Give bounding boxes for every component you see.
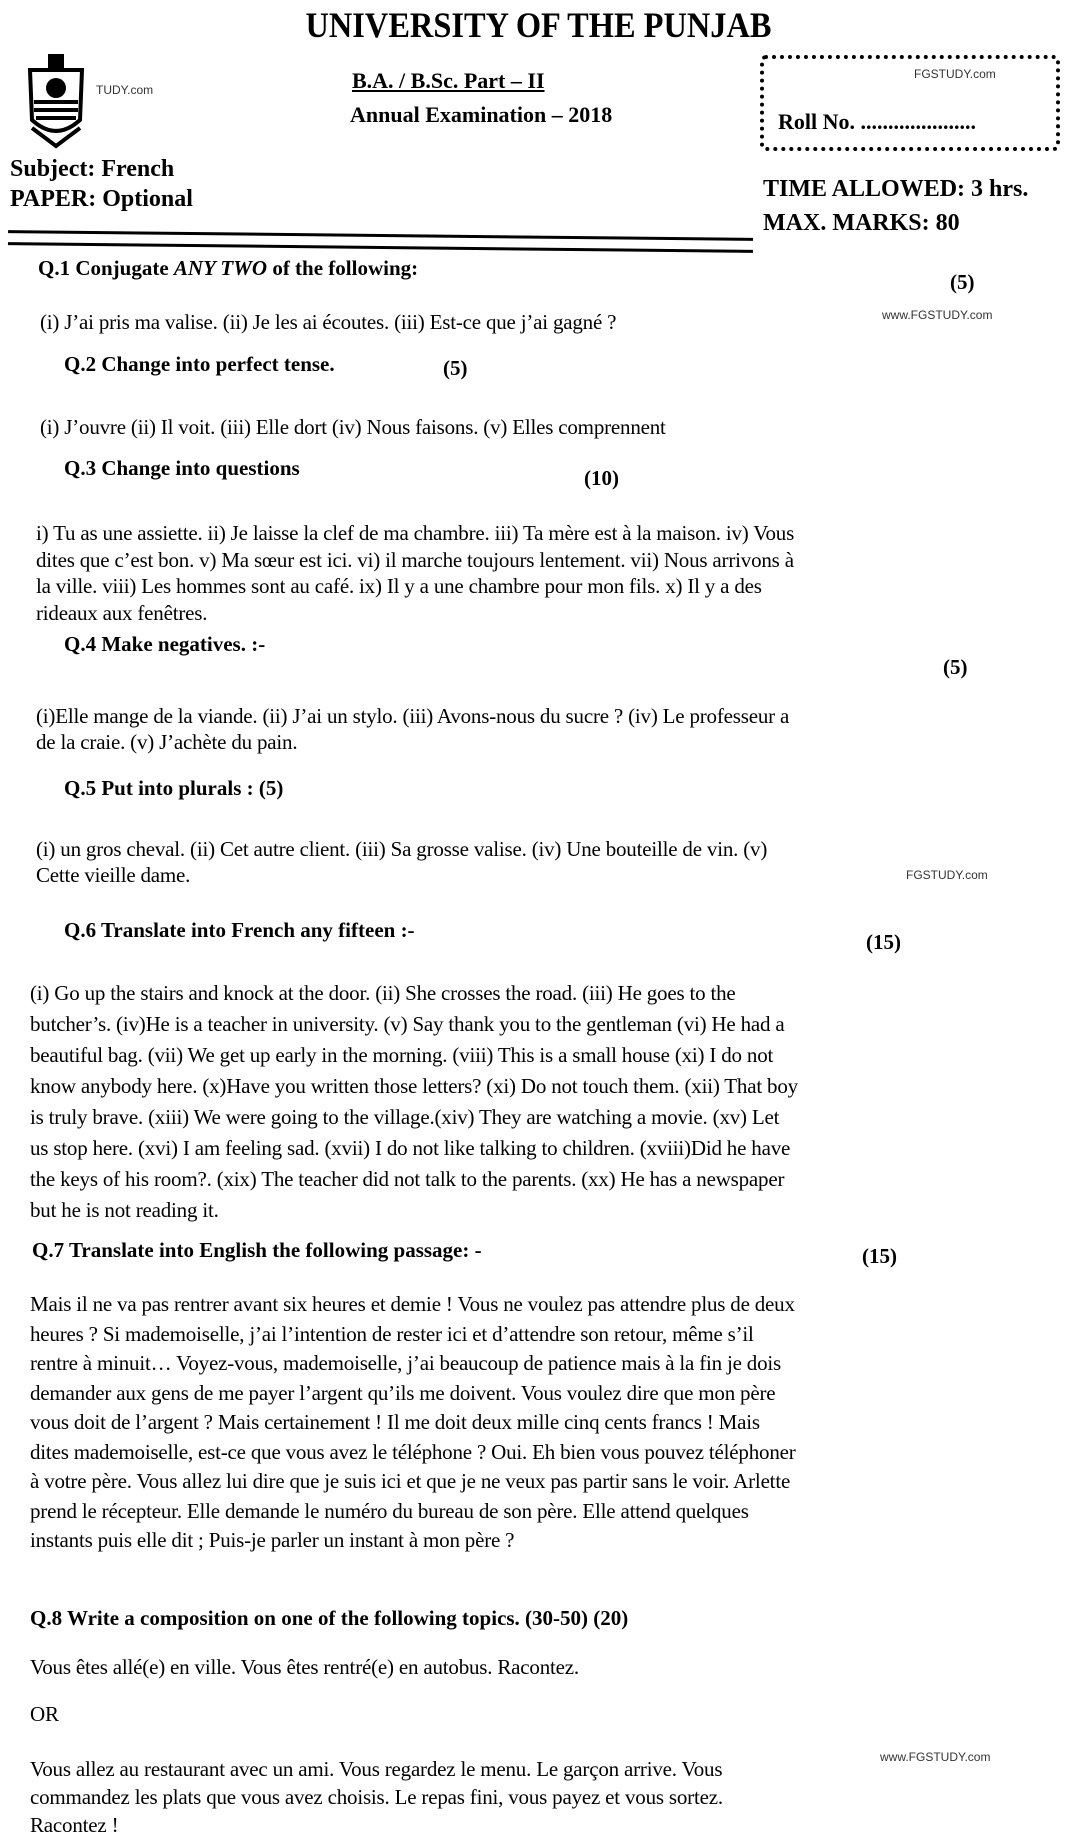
text-line: Vous allez au restaurant avec un ami. Vous regardez le menu. Le garçon arrive. Vous <box>30 1757 723 1781</box>
header-divider <box>8 230 753 253</box>
text-line: dites que c’est bon. v) Ma sœur est ici. vi) il marche toujours lentement. vii) Nous arrivons à <box>36 547 794 572</box>
text-line: la ville. viii) Les hommes sont au café. ix) Il y a une chambre pour mon fils. x) Il y a des <box>36 574 762 598</box>
text-line: demander aux gens de me payer l’argent qu’ils me doivent. Vous voulez dire que mon père <box>30 1380 776 1405</box>
university-crest-logo <box>22 50 90 150</box>
watermark: www.FGSTUDY.com <box>882 308 993 322</box>
watermark: www.FGSTUDY.com <box>880 1750 991 1764</box>
text-line: (i)Elle mange de la viande. (ii) J’ai un stylo. (iii) Avons-nous du sucre ? (iv) Le professeur a <box>36 704 790 728</box>
text-line: Racontez ! <box>30 1813 119 1837</box>
q1-title-emphasis: ANY TWO <box>173 256 268 280</box>
question-5-text <box>36 836 767 888</box>
question-8-option-1: Vous êtes allé(e) en ville. Vous êtes rentré(e) en autobus. Racontez. <box>30 1655 579 1679</box>
watermark: FGSTUDY.com <box>906 868 988 882</box>
question-6-title: Q.6 Translate into French any fifteen :- <box>64 918 415 942</box>
text-line: (i) Go up the stairs and knock at the door. (ii) She crosses the road. (iii) He goes to the <box>30 981 736 1005</box>
text-line: us stop here. (xvi) I am feeling sad. (xvii) I do not like talking to children. (xviii)Did he have <box>30 1136 791 1160</box>
question-3-title: Q.3 Change into questions <box>64 456 300 480</box>
text-line: à votre père. Vous allez lui dire que je suis ici et que je ne veux pas partir sans le voir. Arlette <box>30 1469 791 1493</box>
question-5-title: Q.5 Put into plurals : (5) <box>64 776 284 800</box>
text-line: beautiful bag. (vii) We get up early in the morning. (viii) This is a small house (xi) I do not <box>30 1043 774 1067</box>
roll-number-box <box>760 55 1060 151</box>
question-4-title: Q.4 Make negatives. :- <box>64 632 266 656</box>
question-7-marks: (15) <box>862 1244 897 1268</box>
question-7-title: Q.7 Translate into English the following passage: - <box>32 1238 482 1262</box>
question-2-title: Q.2 Change into perfect tense. <box>64 352 335 376</box>
text-line: rentre à minuit… Voyez-vous, mademoiselle, j’ai beaucoup de patience mais à la fin je dois <box>30 1351 781 1375</box>
watermark: FGSTUDY.com <box>914 67 996 81</box>
or-separator: OR <box>30 1702 59 1726</box>
text-line: rideaux aux fenêtres. <box>36 600 208 625</box>
question-8-option-2 <box>30 1755 723 1839</box>
question-1-marks: (5) <box>950 270 975 294</box>
question-1-title <box>38 256 418 281</box>
time-allowed: TIME ALLOWED: 3 hrs. <box>763 176 1029 202</box>
q1-title-text: Q.1 Conjugate <box>38 256 174 280</box>
question-6-marks: (15) <box>866 930 901 954</box>
text-line: de la craie. (v) J’achète du pain. <box>36 730 298 754</box>
watermark: TUDY.com <box>96 83 154 97</box>
question-2-text: (i) J’ouvre (ii) Il voit. (iii) Elle dort (iv) Nous faisons. (v) Elles comprennent <box>40 415 666 439</box>
question-3-marks: (10) <box>584 466 619 490</box>
text-line: heures ? Si mademoiselle, j’ai l’intention de rester ici et d’attendre son retour, même s’il <box>30 1321 754 1346</box>
text-line: (i) un gros cheval. (ii) Cet autre client. (iii) Sa grosse valise. (iv) Une bouteille de vin. (v) <box>36 837 768 861</box>
max-marks: MAX. MARKS: 80 <box>763 210 960 236</box>
roll-number-field: Roll No. ..................... <box>778 109 976 134</box>
question-4-marks: (5) <box>943 655 968 679</box>
question-3-text <box>36 520 794 626</box>
question-8-title: Q.8 Write a composition on one of the following topics. (30-50) (20) <box>30 1606 629 1630</box>
text-line: i) Tu as une assiette. ii) Je laisse la clef de ma chambre. iii) Ta mère est à la maison. iv) Vous <box>36 521 795 545</box>
text-line: know anybody here. (x)Have you written those letters? (xi) Do not touch them. (xii) That boy <box>30 1074 798 1098</box>
text-line: the keys of his room?. (xix) The teacher did not talk to the parents. (xx) He has a newspaper <box>30 1167 785 1191</box>
text-line: is truly brave. (xiii) We were going to the village.(xiv) They are watching a movie. (xv) Let <box>30 1105 780 1129</box>
exam-heading: Annual Examination – 2018 <box>350 102 613 127</box>
text-line: vous doit de l’argent ? Mais certainement ! Il me doit deux mille cinq cents francs ! Mais <box>30 1410 760 1434</box>
text-line: dites mademoiselle, est-ce que vous avez le téléphone ? Oui. Eh bien vous pouvez téléphoner <box>30 1439 796 1464</box>
question-1-text: (i) J’ai pris ma valise. (ii) Je les ai écoutes. (iii) Est-ce que j’ai gagné ? <box>40 310 617 334</box>
q1-title-text-end: of the following: <box>267 256 419 280</box>
question-4-text <box>36 703 789 755</box>
text-line: Cette vieille dame. <box>36 863 191 887</box>
text-line: instants puis elle dit ; Puis-je parler un instant à mon père ? <box>30 1528 515 1552</box>
text-line: Mais il ne va pas rentrer avant six heures et demie ! Vous ne voulez pas attendre plus de deux <box>30 1292 795 1316</box>
paper-label: PAPER: Optional <box>10 186 193 212</box>
question-6-text <box>30 978 798 1226</box>
text-line: commandez les plats que vous avez choisis. Le repas fini, vous payez et vous sortez. <box>30 1785 723 1809</box>
class-heading: B.A. / B.Sc. Part – II <box>352 68 545 93</box>
university-title: UNIVERSITY OF THE PUNJAB <box>305 5 772 45</box>
text-line: prend le récepteur. Elle demande le numéro du bureau de son père. Elle attend quelques <box>30 1498 749 1523</box>
question-7-passage <box>30 1290 796 1556</box>
question-2-marks: (5) <box>443 356 468 380</box>
text-line: butcher’s. (iv)He is a teacher in university. (v) Say thank you to the gentleman (vi) He had a <box>30 1012 785 1036</box>
subject-label: Subject: French <box>10 156 175 182</box>
text-line: but he is not reading it. <box>30 1198 219 1222</box>
